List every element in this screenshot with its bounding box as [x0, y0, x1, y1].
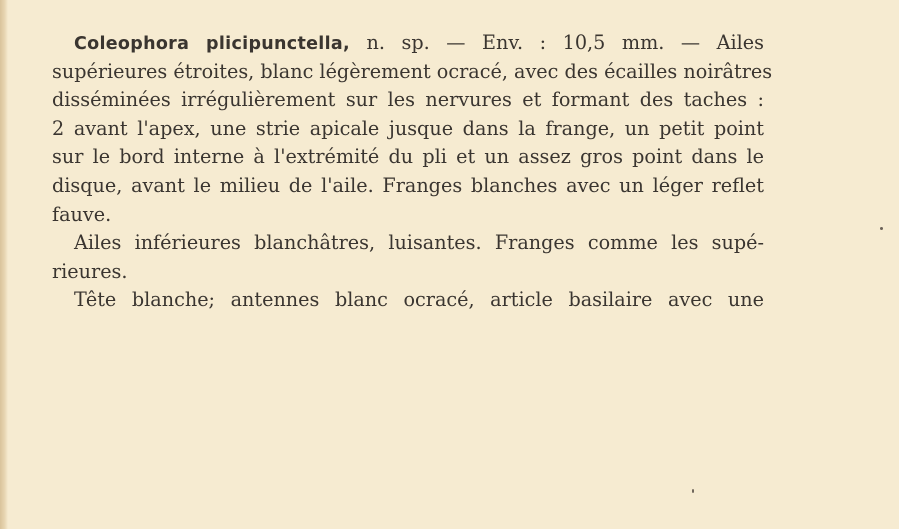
- description-start: n. sp. — Env. : 10,5 mm. — Ailes: [349, 31, 765, 54]
- text-line: disséminées irrégulièrement sur les nervures et formant des taches :: [52, 88, 764, 112]
- text-line: supérieures étroites, blanc légèrement ocracé, avec des écailles noirâtres: [52, 59, 773, 83]
- text-line: rieures.: [52, 259, 128, 283]
- text-line: sur le bord interne à l'extrémité du pli et un assez gros point dans le: [52, 145, 764, 169]
- text-line: Ailes inférieures blanchâtres, luisantes. Franges comme les supé-: [74, 231, 764, 255]
- paper-speck: [880, 227, 883, 230]
- text-line: fauve.: [52, 202, 112, 226]
- text-line: [52, 29, 764, 58]
- paper-speck: [692, 489, 694, 493]
- species-name: Coleophora plicipunctella,: [74, 34, 350, 54]
- page-text: [52, 29, 773, 315]
- text-line: Tête blanche; antennes blanc ocracé, article basilaire avec une: [74, 288, 764, 312]
- page-edge: [0, 0, 8, 529]
- text-line: 2 avant l'apex, une strie apicale jusque dans la frange, un petit point: [52, 116, 764, 140]
- text-line: disque, avant le milieu de l'aile. Franges blanches avec un léger reflet: [52, 173, 764, 197]
